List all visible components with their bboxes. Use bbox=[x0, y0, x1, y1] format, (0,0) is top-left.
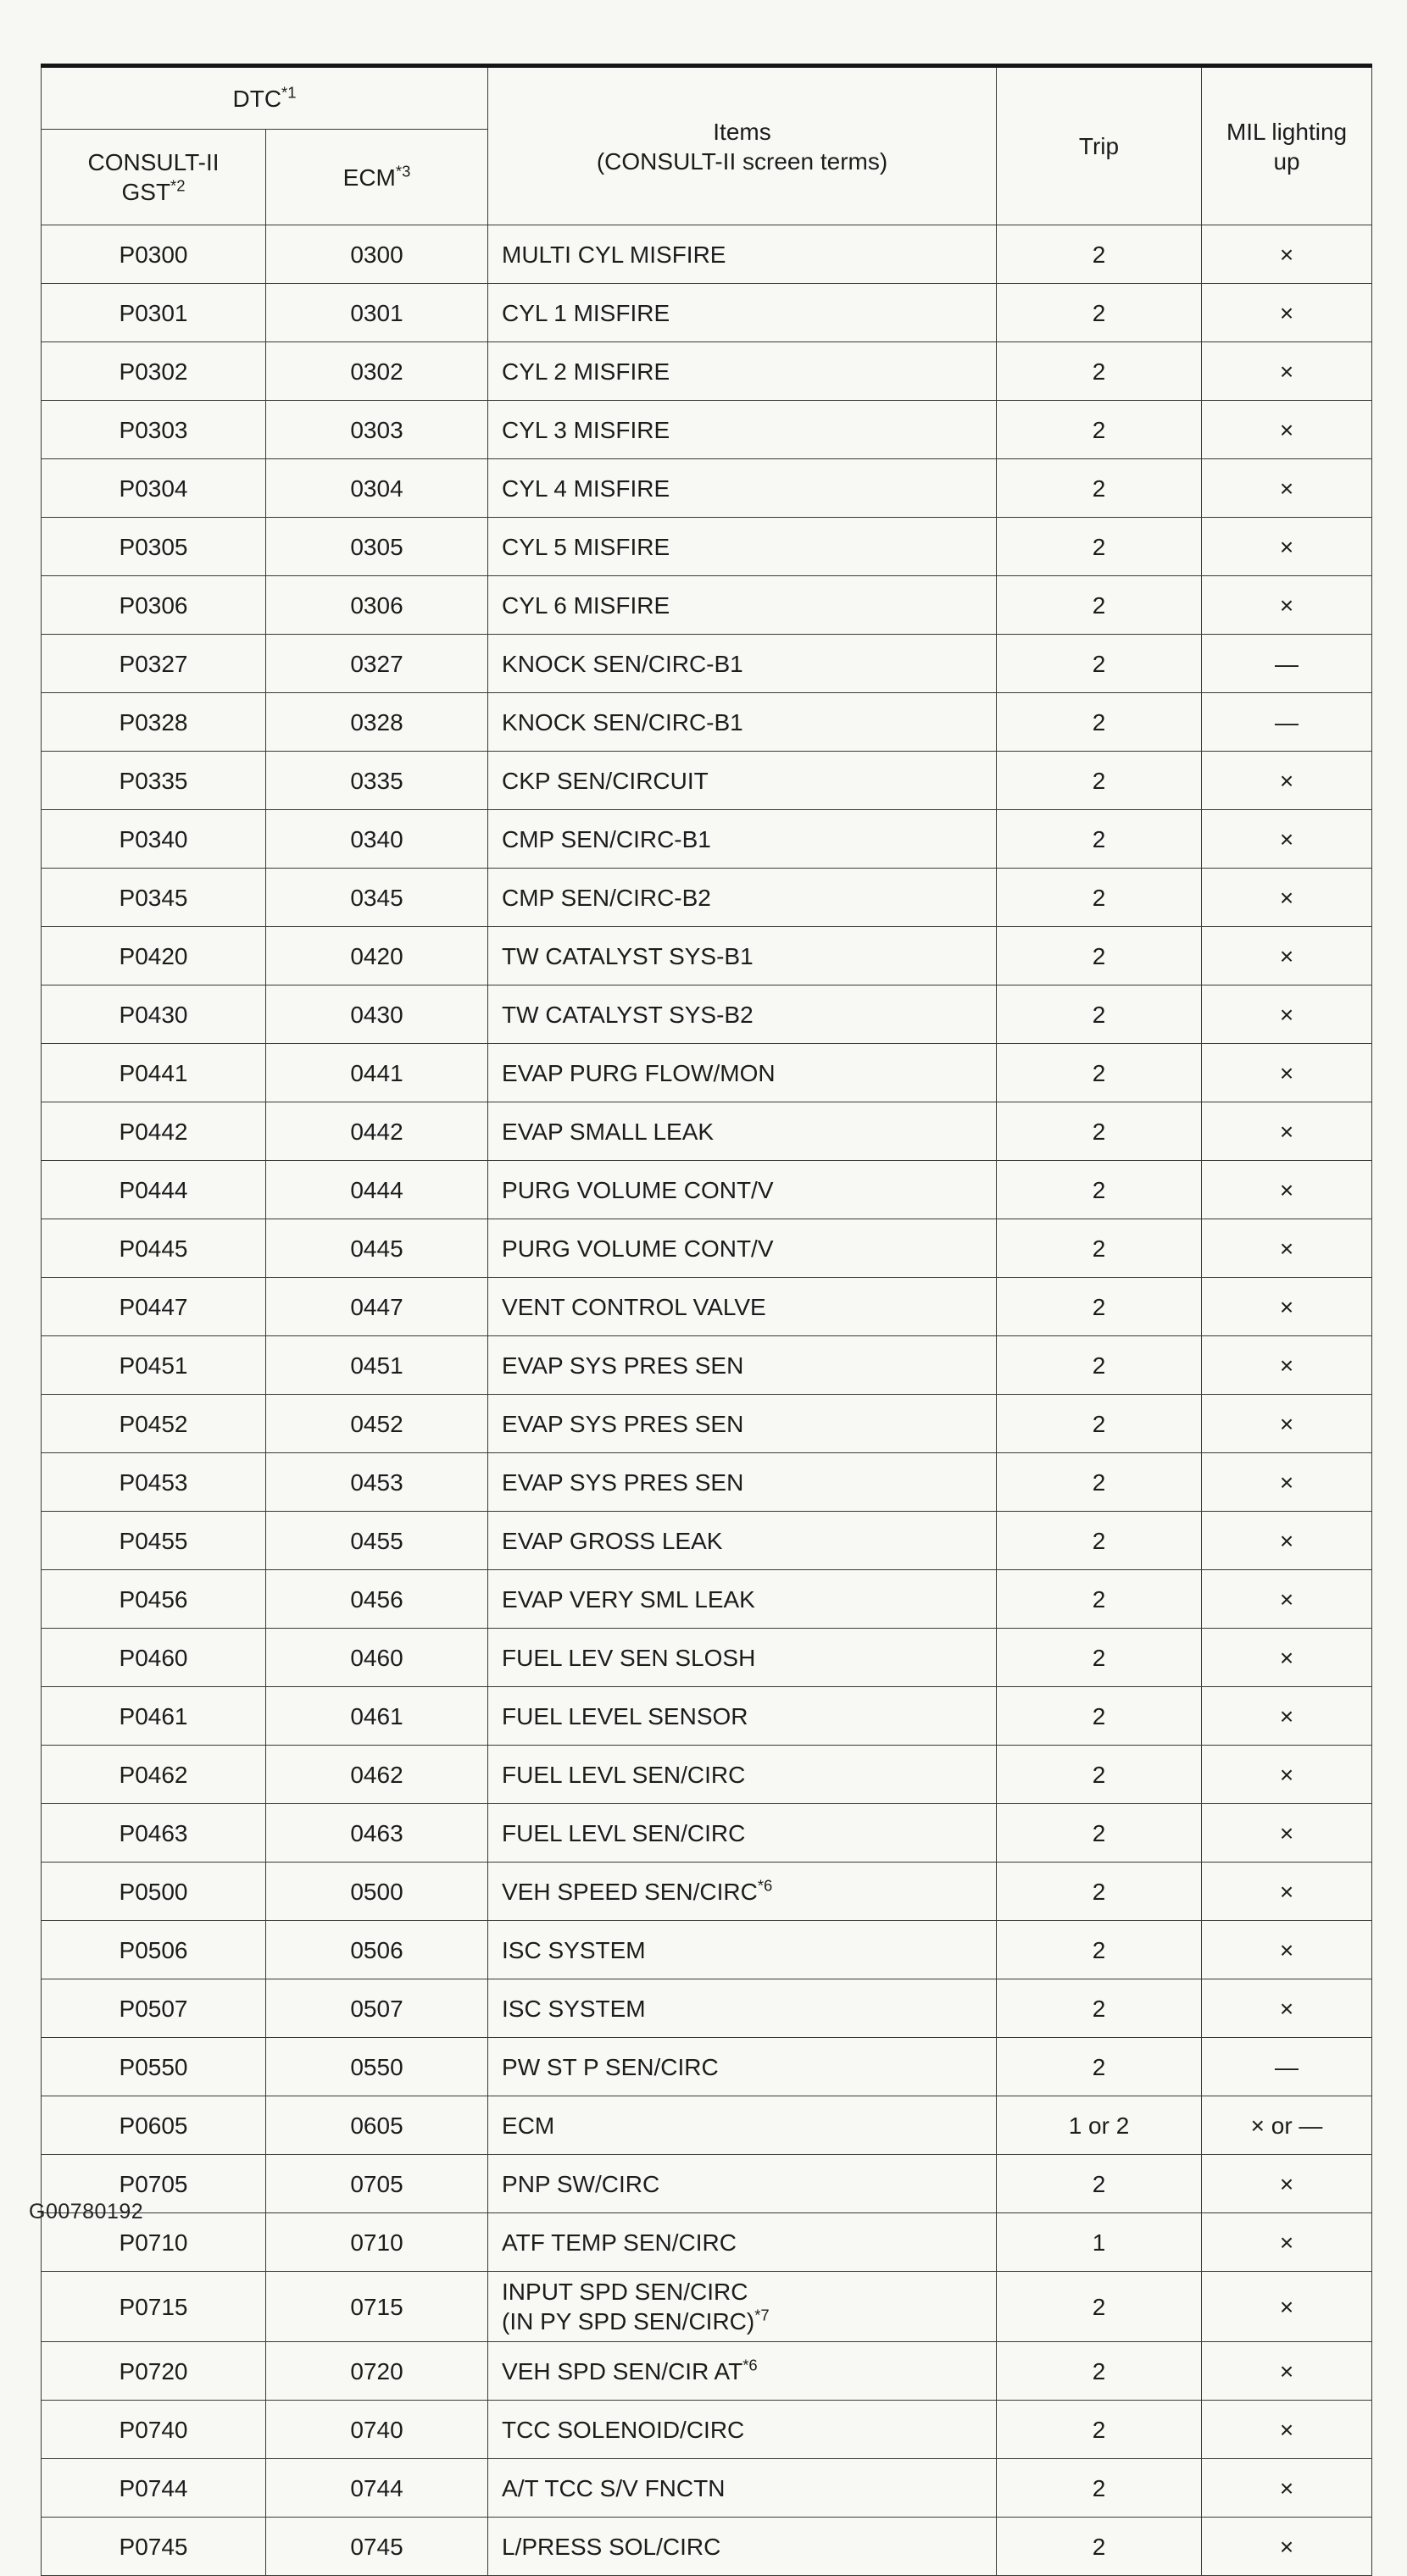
cell-item: MULTI CYL MISFIRE bbox=[488, 225, 997, 284]
cell-mil: × bbox=[1202, 401, 1372, 459]
cell-trip: 2 bbox=[997, 752, 1202, 810]
cell-mil: × bbox=[1202, 2459, 1372, 2518]
cell-item: CMP SEN/CIRC-B1 bbox=[488, 810, 997, 869]
cell-trip: 2 bbox=[997, 1979, 1202, 2038]
cell-mil: × bbox=[1202, 985, 1372, 1044]
cell-item: ATF TEMP SEN/CIRC bbox=[488, 2213, 997, 2272]
cell-trip: 2 bbox=[997, 1278, 1202, 1336]
cell-ecm: 0720 bbox=[266, 2342, 488, 2401]
cell-trip: 2 bbox=[997, 518, 1202, 576]
cell-ecm: 0500 bbox=[266, 1863, 488, 1921]
cell-consult-gst: P0444 bbox=[42, 1161, 266, 1219]
cell-ecm: 0605 bbox=[266, 2096, 488, 2155]
cell-item: TW CATALYST SYS-B2 bbox=[488, 985, 997, 1044]
cell-consult-gst: P0550 bbox=[42, 2038, 266, 2096]
cell-mil: × bbox=[1202, 518, 1372, 576]
cell-mil: × bbox=[1202, 1161, 1372, 1219]
cell-consult-gst: P0705 bbox=[42, 2155, 266, 2213]
cell-mil: × bbox=[1202, 1102, 1372, 1161]
cell-consult-gst: P0462 bbox=[42, 1746, 266, 1804]
table-row bbox=[42, 1161, 1372, 1219]
cell-trip: 2 bbox=[997, 1219, 1202, 1278]
cell-mil: × bbox=[1202, 1746, 1372, 1804]
cell-trip: 2 bbox=[997, 2272, 1202, 2342]
cell-trip: 2 bbox=[997, 1921, 1202, 1979]
cell-ecm: 0441 bbox=[266, 1044, 488, 1102]
cell-ecm: 0420 bbox=[266, 927, 488, 985]
cell-item: CYL 3 MISFIRE bbox=[488, 401, 997, 459]
cell-consult-gst: P0500 bbox=[42, 1863, 266, 1921]
cell-item: INPUT SPD SEN/CIRC (IN PY SPD SEN/CIRC)$^{*7}$ bbox=[488, 2272, 997, 2342]
cell-consult-gst: P0445 bbox=[42, 1219, 266, 1278]
cell-trip: 2 bbox=[997, 2401, 1202, 2459]
cell-ecm: 0715 bbox=[266, 2272, 488, 2342]
cell-trip: 2 bbox=[997, 401, 1202, 459]
cell-ecm: 0304 bbox=[266, 459, 488, 518]
table-row bbox=[42, 1512, 1372, 1570]
cell-mil: × bbox=[1202, 1453, 1372, 1512]
cell-ecm: 0456 bbox=[266, 1570, 488, 1629]
cell-item: EVAP SYS PRES SEN bbox=[488, 1336, 997, 1395]
table-row bbox=[42, 1863, 1372, 1921]
cell-trip: 2 bbox=[997, 1044, 1202, 1102]
cell-mil: × bbox=[1202, 1921, 1372, 1979]
cell-ecm: 0506 bbox=[266, 1921, 488, 1979]
header-consult-ii-gst: CONSULT-II GST$^{*2}$ bbox=[42, 130, 266, 225]
cell-consult-gst: P0442 bbox=[42, 1102, 266, 1161]
cell-item: CYL 5 MISFIRE bbox=[488, 518, 997, 576]
dtc-table bbox=[41, 64, 1372, 2576]
cell-trip: 2 bbox=[997, 2038, 1202, 2096]
cell-mil: × bbox=[1202, 2518, 1372, 2576]
cell-trip: 2 bbox=[997, 1804, 1202, 1863]
cell-consult-gst: P0507 bbox=[42, 1979, 266, 2038]
cell-ecm: 0442 bbox=[266, 1102, 488, 1161]
cell-consult-gst: P0303 bbox=[42, 401, 266, 459]
cell-consult-gst: P0452 bbox=[42, 1395, 266, 1453]
cell-consult-gst: P0430 bbox=[42, 985, 266, 1044]
cell-consult-gst: P0463 bbox=[42, 1804, 266, 1863]
cell-mil: × bbox=[1202, 225, 1372, 284]
cell-mil: × bbox=[1202, 284, 1372, 342]
cell-trip: 2 bbox=[997, 927, 1202, 985]
cell-mil: × bbox=[1202, 927, 1372, 985]
cell-ecm: 0462 bbox=[266, 1746, 488, 1804]
table-row bbox=[42, 2272, 1372, 2342]
cell-consult-gst: P0420 bbox=[42, 927, 266, 985]
cell-mil: × bbox=[1202, 1863, 1372, 1921]
cell-ecm: 0463 bbox=[266, 1804, 488, 1863]
cell-trip: 2 bbox=[997, 1453, 1202, 1512]
table-row bbox=[42, 2342, 1372, 2401]
cell-trip: 2 bbox=[997, 1863, 1202, 1921]
cell-ecm: 0340 bbox=[266, 810, 488, 869]
cell-ecm: 0460 bbox=[266, 1629, 488, 1687]
cell-ecm: 0740 bbox=[266, 2401, 488, 2459]
cell-trip: 2 bbox=[997, 1570, 1202, 1629]
cell-item: EVAP SMALL LEAK bbox=[488, 1102, 997, 1161]
cell-item: CYL 1 MISFIRE bbox=[488, 284, 997, 342]
cell-mil: × bbox=[1202, 1044, 1372, 1102]
cell-ecm: 0430 bbox=[266, 985, 488, 1044]
table-row bbox=[42, 635, 1372, 693]
cell-trip: 2 bbox=[997, 2342, 1202, 2401]
cell-ecm: 0745 bbox=[266, 2518, 488, 2576]
cell-mil: × bbox=[1202, 869, 1372, 927]
cell-mil: — bbox=[1202, 693, 1372, 752]
cell-consult-gst: P0327 bbox=[42, 635, 266, 693]
cell-mil: × bbox=[1202, 1687, 1372, 1746]
header-ecm: ECM$^{*3}$ bbox=[266, 130, 488, 225]
cell-mil: × bbox=[1202, 1629, 1372, 1687]
cell-item: PURG VOLUME CONT/V bbox=[488, 1161, 997, 1219]
header-trip: Trip bbox=[997, 66, 1202, 225]
cell-mil: × bbox=[1202, 1570, 1372, 1629]
cell-item: EVAP GROSS LEAK bbox=[488, 1512, 997, 1570]
table-row bbox=[42, 810, 1372, 869]
cell-consult-gst: P0340 bbox=[42, 810, 266, 869]
cell-consult-gst: P0328 bbox=[42, 693, 266, 752]
table-row bbox=[42, 1687, 1372, 1746]
cell-ecm: 0452 bbox=[266, 1395, 488, 1453]
cell-trip: 2 bbox=[997, 1102, 1202, 1161]
cell-consult-gst: P0461 bbox=[42, 1687, 266, 1746]
cell-consult-gst: P0451 bbox=[42, 1336, 266, 1395]
cell-trip: 2 bbox=[997, 1629, 1202, 1687]
cell-mil: × bbox=[1202, 2401, 1372, 2459]
cell-mil: × bbox=[1202, 810, 1372, 869]
cell-trip: 2 bbox=[997, 693, 1202, 752]
cell-ecm: 0300 bbox=[266, 225, 488, 284]
cell-ecm: 0305 bbox=[266, 518, 488, 576]
cell-item: FUEL LEVL SEN/CIRC bbox=[488, 1746, 997, 1804]
cell-ecm: 0550 bbox=[266, 2038, 488, 2096]
cell-mil: × bbox=[1202, 1219, 1372, 1278]
cell-ecm: 0335 bbox=[266, 752, 488, 810]
cell-consult-gst: P0345 bbox=[42, 869, 266, 927]
cell-item: KNOCK SEN/CIRC-B1 bbox=[488, 693, 997, 752]
table-row bbox=[42, 1453, 1372, 1512]
cell-consult-gst: P0300 bbox=[42, 225, 266, 284]
cell-item: A/T TCC S/V FNCTN bbox=[488, 2459, 997, 2518]
cell-item: EVAP VERY SML LEAK bbox=[488, 1570, 997, 1629]
cell-trip: 2 bbox=[997, 225, 1202, 284]
cell-trip: 2 bbox=[997, 2518, 1202, 2576]
cell-mil: × bbox=[1202, 752, 1372, 810]
table-row bbox=[42, 1278, 1372, 1336]
cell-ecm: 0455 bbox=[266, 1512, 488, 1570]
cell-consult-gst: P0441 bbox=[42, 1044, 266, 1102]
table-row bbox=[42, 459, 1372, 518]
cell-item: ECM bbox=[488, 2096, 997, 2155]
cell-consult-gst: P0720 bbox=[42, 2342, 266, 2401]
cell-trip: 2 bbox=[997, 284, 1202, 342]
cell-trip: 2 bbox=[997, 1336, 1202, 1395]
cell-ecm: 0445 bbox=[266, 1219, 488, 1278]
header-items: Items (CONSULT-II screen terms) bbox=[488, 66, 997, 225]
cell-trip: 2 bbox=[997, 576, 1202, 635]
table-row bbox=[42, 1395, 1372, 1453]
cell-consult-gst: P0447 bbox=[42, 1278, 266, 1336]
cell-consult-gst: P0301 bbox=[42, 284, 266, 342]
cell-consult-gst: P0453 bbox=[42, 1453, 266, 1512]
cell-trip: 2 bbox=[997, 2155, 1202, 2213]
header-mil-lighting-up: MIL lighting up bbox=[1202, 66, 1372, 225]
cell-item: CMP SEN/CIRC-B2 bbox=[488, 869, 997, 927]
cell-consult-gst: P0745 bbox=[42, 2518, 266, 2576]
cell-trip: 2 bbox=[997, 459, 1202, 518]
cell-ecm: 0328 bbox=[266, 693, 488, 752]
table-row bbox=[42, 1629, 1372, 1687]
cell-mil: × bbox=[1202, 2342, 1372, 2401]
cell-item: EVAP PURG FLOW/MON bbox=[488, 1044, 997, 1102]
cell-mil: × bbox=[1202, 459, 1372, 518]
cell-consult-gst: P0455 bbox=[42, 1512, 266, 1570]
cell-consult-gst: P0506 bbox=[42, 1921, 266, 1979]
cell-ecm: 0302 bbox=[266, 342, 488, 401]
cell-item: EVAP SYS PRES SEN bbox=[488, 1453, 997, 1512]
cell-mil: × bbox=[1202, 1804, 1372, 1863]
cell-mil: × bbox=[1202, 576, 1372, 635]
cell-item: CYL 2 MISFIRE bbox=[488, 342, 997, 401]
cell-item: FUEL LEV SEN SLOSH bbox=[488, 1629, 997, 1687]
table-row bbox=[42, 927, 1372, 985]
cell-mil: × bbox=[1202, 2213, 1372, 2272]
table-row bbox=[42, 1102, 1372, 1161]
cell-mil: — bbox=[1202, 635, 1372, 693]
cell-trip: 2 bbox=[997, 869, 1202, 927]
cell-consult-gst: P0460 bbox=[42, 1629, 266, 1687]
table-row bbox=[42, 1044, 1372, 1102]
table-row bbox=[42, 1336, 1372, 1395]
table-row bbox=[42, 2155, 1372, 2213]
cell-ecm: 0744 bbox=[266, 2459, 488, 2518]
table-row bbox=[42, 2401, 1372, 2459]
table-row bbox=[42, 2038, 1372, 2096]
cell-item: EVAP SYS PRES SEN bbox=[488, 1395, 997, 1453]
cell-item: CYL 6 MISFIRE bbox=[488, 576, 997, 635]
table-row bbox=[42, 693, 1372, 752]
table-row bbox=[42, 2213, 1372, 2272]
table-row bbox=[42, 284, 1372, 342]
cell-ecm: 0710 bbox=[266, 2213, 488, 2272]
cell-item: CYL 4 MISFIRE bbox=[488, 459, 997, 518]
cell-consult-gst: P0710 bbox=[42, 2213, 266, 2272]
cell-consult-gst: P0744 bbox=[42, 2459, 266, 2518]
table-row bbox=[42, 342, 1372, 401]
table-row bbox=[42, 985, 1372, 1044]
cell-trip: 1 bbox=[997, 2213, 1202, 2272]
cell-mil: × bbox=[1202, 2272, 1372, 2342]
cell-trip: 2 bbox=[997, 810, 1202, 869]
table-body bbox=[42, 225, 1372, 2576]
cell-ecm: 0306 bbox=[266, 576, 488, 635]
table-header bbox=[42, 66, 1372, 225]
cell-trip: 1 or 2 bbox=[997, 2096, 1202, 2155]
cell-trip: 2 bbox=[997, 342, 1202, 401]
table-row bbox=[42, 1746, 1372, 1804]
cell-trip: 2 bbox=[997, 1746, 1202, 1804]
cell-consult-gst: P0335 bbox=[42, 752, 266, 810]
cell-mil: × bbox=[1202, 1979, 1372, 2038]
cell-consult-gst: P0605 bbox=[42, 2096, 266, 2155]
cell-mil: × bbox=[1202, 1336, 1372, 1395]
cell-item: ISC SYSTEM bbox=[488, 1979, 997, 2038]
table-row bbox=[42, 576, 1372, 635]
cell-trip: 2 bbox=[997, 985, 1202, 1044]
cell-item: VENT CONTROL VALVE bbox=[488, 1278, 997, 1336]
cell-item: FUEL LEVL SEN/CIRC bbox=[488, 1804, 997, 1863]
cell-ecm: 0327 bbox=[266, 635, 488, 693]
table-row bbox=[42, 2096, 1372, 2155]
cell-item: FUEL LEVEL SENSOR bbox=[488, 1687, 997, 1746]
cell-ecm: 0444 bbox=[266, 1161, 488, 1219]
cell-mil: — bbox=[1202, 2038, 1372, 2096]
table-row bbox=[42, 1570, 1372, 1629]
cell-mil: × bbox=[1202, 1278, 1372, 1336]
cell-consult-gst: P0715 bbox=[42, 2272, 266, 2342]
cell-mil: × bbox=[1202, 342, 1372, 401]
cell-trip: 2 bbox=[997, 1161, 1202, 1219]
table-row bbox=[42, 1921, 1372, 1979]
cell-ecm: 0453 bbox=[266, 1453, 488, 1512]
cell-ecm: 0451 bbox=[266, 1336, 488, 1395]
cell-item: PNP SW/CIRC bbox=[488, 2155, 997, 2213]
cell-mil: × bbox=[1202, 1512, 1372, 1570]
cell-trip: 2 bbox=[997, 1512, 1202, 1570]
table-row bbox=[42, 869, 1372, 927]
cell-mil: × bbox=[1202, 1395, 1372, 1453]
cell-ecm: 0705 bbox=[266, 2155, 488, 2213]
cell-item: TCC SOLENOID/CIRC bbox=[488, 2401, 997, 2459]
cell-ecm: 0301 bbox=[266, 284, 488, 342]
table-row bbox=[42, 2459, 1372, 2518]
table-row bbox=[42, 401, 1372, 459]
cell-ecm: 0461 bbox=[266, 1687, 488, 1746]
cell-item: KNOCK SEN/CIRC-B1 bbox=[488, 635, 997, 693]
cell-mil: × bbox=[1202, 2155, 1372, 2213]
cell-ecm: 0507 bbox=[266, 1979, 488, 2038]
cell-ecm: 0447 bbox=[266, 1278, 488, 1336]
table-row bbox=[42, 225, 1372, 284]
cell-item: VEH SPD SEN/CIR AT$^{*6}$ bbox=[488, 2342, 997, 2401]
header-dtc: DTC$^{*1}$ bbox=[42, 66, 488, 130]
cell-trip: 2 bbox=[997, 1687, 1202, 1746]
cell-consult-gst: P0302 bbox=[42, 342, 266, 401]
cell-ecm: 0303 bbox=[266, 401, 488, 459]
cell-item: PURG VOLUME CONT/V bbox=[488, 1219, 997, 1278]
table-row bbox=[42, 1219, 1372, 1278]
cell-item: VEH SPEED SEN/CIRC$^{*6}$ bbox=[488, 1863, 997, 1921]
cell-item: PW ST P SEN/CIRC bbox=[488, 2038, 997, 2096]
table-row bbox=[42, 1804, 1372, 1863]
cell-item: ISC SYSTEM bbox=[488, 1921, 997, 1979]
cell-item: CKP SEN/CIRCUIT bbox=[488, 752, 997, 810]
cell-mil: × or — bbox=[1202, 2096, 1372, 2155]
cell-consult-gst: P0456 bbox=[42, 1570, 266, 1629]
cell-consult-gst: P0305 bbox=[42, 518, 266, 576]
cell-trip: 2 bbox=[997, 635, 1202, 693]
cell-trip: 2 bbox=[997, 1395, 1202, 1453]
cell-ecm: 0345 bbox=[266, 869, 488, 927]
table-row bbox=[42, 752, 1372, 810]
cell-item: L/PRESS SOL/CIRC bbox=[488, 2518, 997, 2576]
cell-trip: 2 bbox=[997, 2459, 1202, 2518]
figure-id: G00780192 bbox=[29, 2200, 144, 2223]
cell-consult-gst: P0304 bbox=[42, 459, 266, 518]
table-row bbox=[42, 1979, 1372, 2038]
table-row bbox=[42, 518, 1372, 576]
cell-consult-gst: P0740 bbox=[42, 2401, 266, 2459]
table-row bbox=[42, 2518, 1372, 2576]
cell-item: TW CATALYST SYS-B1 bbox=[488, 927, 997, 985]
cell-consult-gst: P0306 bbox=[42, 576, 266, 635]
